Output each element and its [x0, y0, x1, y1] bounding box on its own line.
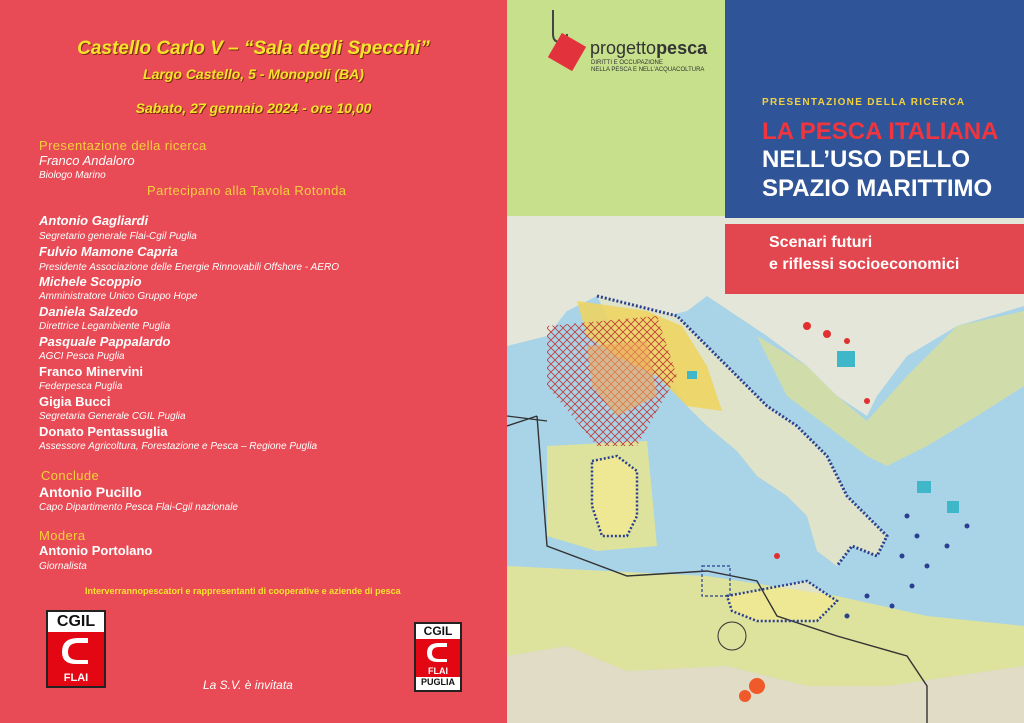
- conclude-role: Capo Dipartimento Pesca Flai-Cgil nazionale: [39, 502, 238, 513]
- flai-mark: [48, 632, 104, 686]
- brand-sub1: DIRITTI E OCCUPAZIONE: [591, 60, 663, 66]
- invitation-panel: [0, 0, 507, 723]
- participant-role: AGCI Pesca Puglia: [39, 351, 125, 362]
- puglia-text: PUGLIA: [416, 677, 460, 688]
- presenter-role: Biologo Marino: [39, 170, 106, 181]
- cover-panel: [507, 0, 1024, 723]
- venue-address: Largo Castello, 5 - Monopoli (BA): [143, 66, 364, 82]
- participant-name: Fulvio Mamone Capria: [39, 244, 178, 259]
- brand-light: progetto: [590, 38, 657, 58]
- participant-role: Direttrice Legambiente Puglia: [39, 321, 171, 332]
- participant-role: Amministratore Unico Gruppo Hope: [39, 291, 198, 302]
- participant-name: Gigia Bucci: [39, 394, 111, 409]
- brand-name: [590, 38, 707, 59]
- title-line2: NELL’USO DELLO: [762, 146, 971, 173]
- presenter-name: Franco Andaloro: [39, 153, 135, 168]
- moderator-name: Antonio Portolano: [39, 543, 153, 558]
- cgil-flai-logo: [46, 610, 106, 688]
- title-line1: LA PESCA ITALIANA: [762, 118, 999, 145]
- presentation-label: Presentazione della ricerca: [39, 138, 207, 153]
- participant-role: Assessore Agricoltura, Forestazione e Pesca – Regione Puglia: [39, 441, 318, 452]
- cgil-text: CGIL: [416, 624, 460, 639]
- moderator-label: Modera: [39, 528, 86, 543]
- flai-mark: [416, 639, 460, 677]
- pre-title: PRESENTAZIONE DELLA RICERCA: [762, 97, 966, 108]
- brand-sub2: NELLA PESCA E NELL'ACQUACOLTURA: [591, 67, 705, 73]
- cgil-swoosh-icon: [416, 639, 460, 665]
- subtitle-line2: e riflessi socioeconomici: [769, 256, 960, 273]
- participant-name: Pasquale Pappalardo: [39, 334, 171, 349]
- participant-role: Segretario generale Flai-Cgil Puglia: [39, 231, 197, 242]
- speakers-note: Interverrannopescatori e rappresentanti di cooperative e aziende di pesca: [85, 586, 401, 596]
- cgil-flai-puglia-logo: [414, 622, 462, 692]
- moderator-role: Giornalista: [39, 561, 87, 572]
- participant-name: Donato Pentassuglia: [39, 424, 168, 439]
- invitation-line: La S.V. è invitata: [203, 678, 293, 692]
- roundtable-label: Partecipano alla Tavola Rotonda: [147, 183, 347, 198]
- participant-role: Presidente Associazione delle Energie Rinnovabili Offshore - AERO: [39, 262, 339, 273]
- flai-text: FLAI: [63, 672, 89, 684]
- flai-text: FLAI: [428, 666, 448, 676]
- event-datetime: Sabato, 27 gennaio 2024 - ore 10,00: [135, 100, 372, 116]
- participant-name: Daniela Salzedo: [39, 304, 138, 319]
- participant-role: Segretaria Generale CGIL Puglia: [39, 411, 186, 422]
- brand-bold: pesca: [656, 38, 708, 58]
- subtitle-line1: Scenari futuri: [769, 234, 873, 251]
- participant-name: Michele Scoppio: [39, 274, 142, 289]
- cgil-text: CGIL: [48, 612, 104, 632]
- conclude-name: Antonio Pucillo: [39, 484, 142, 500]
- participant-name: Antonio Gagliardi: [39, 213, 149, 228]
- venue-title: Castello Carlo V – “Sala degli Specchi”: [77, 38, 430, 59]
- participant-name: Franco Minervini: [39, 364, 144, 379]
- title-line3: SPAZIO MARITTIMO: [762, 175, 993, 202]
- conclude-label: Conclude: [41, 468, 100, 483]
- cgil-swoosh-icon: [48, 632, 104, 668]
- participant-role: Federpesca Puglia: [39, 381, 123, 392]
